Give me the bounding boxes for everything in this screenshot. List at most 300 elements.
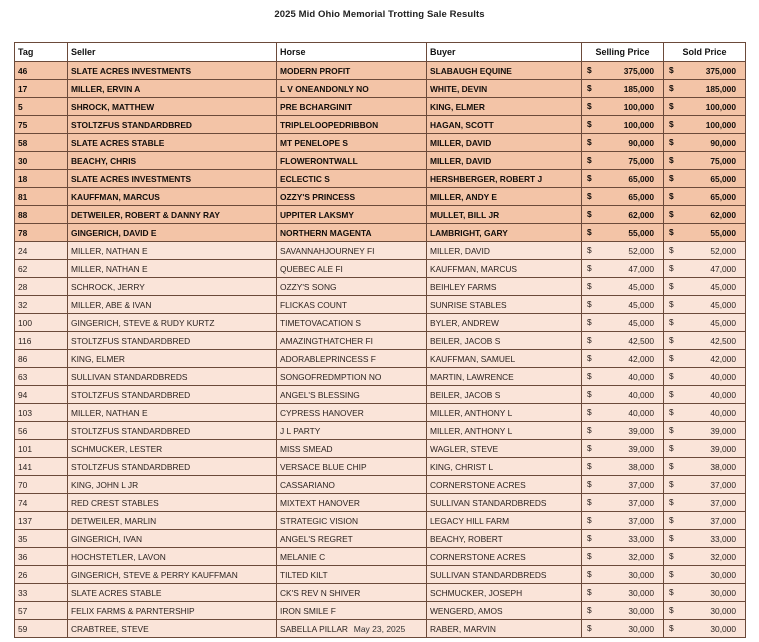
cell-buyer: SCHMUCKER, JOSEPH [427,584,582,602]
cell-sold-price [664,224,746,242]
table-row[interactable] [15,494,746,512]
cell-seller: SLATE ACRES STABLE [68,584,277,602]
cell-selling-price [582,296,664,314]
cell-sold-price [664,386,746,404]
cell-selling-price-amount: 45,000 [628,281,654,292]
cell-sold-price [664,242,746,260]
currency-symbol: $ [587,569,592,579]
cell-seller: RED CREST STABLES [68,494,277,512]
currency-symbol: $ [587,515,592,525]
cell-selling-price [582,566,664,584]
cell-selling-price [582,242,664,260]
cell-seller: STOLTZFUS STANDARDBRED [68,422,277,440]
cell-tag: 33 [15,584,68,602]
cell-tag: 28 [15,278,68,296]
cell-sold-price-amount: 30,000 [710,623,736,634]
cell-selling-price-amount: 39,000 [628,443,654,454]
cell-tag: 116 [15,332,68,350]
column-header-tag[interactable]: Tag [15,43,68,62]
currency-symbol: $ [669,497,674,507]
cell-selling-price-amount: 40,000 [628,407,654,418]
cell-buyer: MILLER, ANTHONY L [427,422,582,440]
cell-selling-price [582,386,664,404]
cell-selling-price-amount: 30,000 [628,587,654,598]
cell-sold-price [664,530,746,548]
cell-sold-price-amount: 55,000 [710,227,736,238]
cell-sold-price [664,602,746,620]
page-title: 2025 Mid Ohio Memorial Trotting Sale Results [274,9,485,20]
cell-buyer: LEGACY HILL FARM [427,512,582,530]
currency-symbol: $ [669,263,674,273]
cell-buyer: KING, CHRIST L [427,458,582,476]
cell-seller: GINGERICH, STEVE & RUDY KURTZ [68,314,277,332]
table-row[interactable] [15,278,746,296]
cell-horse: MELANIE C [277,548,427,566]
currency-symbol: $ [669,119,674,129]
currency-symbol: $ [669,407,674,417]
currency-symbol: $ [587,209,592,219]
currency-symbol: $ [669,425,674,435]
cell-buyer: WHITE, DEVIN [427,80,582,98]
cell-sold-price-amount: 30,000 [710,605,736,616]
table-header-row [15,43,746,62]
cell-tag: 86 [15,350,68,368]
table-row[interactable] [15,296,746,314]
cell-selling-price [582,260,664,278]
cell-seller: FELIX FARMS & PARNTERSHIP [68,602,277,620]
cell-sold-price [664,314,746,332]
currency-symbol: $ [669,299,674,309]
table-row[interactable] [15,332,746,350]
currency-symbol: $ [587,155,592,165]
cell-sold-price [664,422,746,440]
table-row[interactable] [15,368,746,386]
cell-seller: STOLTZFUS STANDARDBRED [68,386,277,404]
cell-selling-price [582,458,664,476]
cell-horse: NORTHERN MAGENTA [277,224,427,242]
cell-buyer: MILLER, ANTHONY L [427,404,582,422]
cell-selling-price-amount: 65,000 [628,173,654,184]
table-row[interactable] [15,386,746,404]
cell-buyer: CORNERSTONE ACRES [427,476,582,494]
table-row[interactable] [15,80,746,98]
cell-tag: 137 [15,512,68,530]
cell-sold-price [664,350,746,368]
cell-sold-price-amount: 100,000 [705,101,736,112]
cell-seller: MILLER, NATHAN E [68,260,277,278]
currency-symbol: $ [669,443,674,453]
cell-buyer: KING, ELMER [427,98,582,116]
table-row[interactable] [15,476,746,494]
cell-selling-price [582,80,664,98]
cell-selling-price [582,134,664,152]
cell-tag: 75 [15,116,68,134]
cell-sold-price-amount: 40,000 [710,371,736,382]
cell-selling-price [582,98,664,116]
cell-horse: VERSACE BLUE CHIP [277,458,427,476]
table-row[interactable] [15,62,746,80]
cell-buyer: BYLER, ANDREW [427,314,582,332]
currency-symbol: $ [587,587,592,597]
cell-horse: CYPRESS HANOVER [277,404,427,422]
currency-symbol: $ [669,389,674,399]
cell-seller: CRABTREE, STEVE [68,620,277,638]
cell-sold-price [664,458,746,476]
cell-seller: KAUFFMAN, MARCUS [68,188,277,206]
cell-seller: KING, JOHN L JR [68,476,277,494]
cell-sold-price-amount: 65,000 [710,173,736,184]
cell-horse: CK'S REV N SHIVER [277,584,427,602]
cell-sold-price [664,134,746,152]
cell-sold-price [664,404,746,422]
currency-symbol: $ [587,371,592,381]
cell-horse: UPPITER LAKSMY [277,206,427,224]
cell-buyer: SUNRISE STABLES [427,296,582,314]
cell-selling-price-amount: 62,000 [628,209,654,220]
cell-selling-price-amount: 100,000 [623,101,654,112]
cell-tag: 58 [15,134,68,152]
currency-symbol: $ [669,623,674,633]
table-row[interactable] [15,404,746,422]
cell-sold-price [664,152,746,170]
cell-tag: 18 [15,170,68,188]
table-row[interactable] [15,134,746,152]
cell-seller: DETWEILER, ROBERT & DANNY RAY [68,206,277,224]
cell-horse: OZZY'S SONG [277,278,427,296]
cell-sold-price [664,116,746,134]
cell-selling-price [582,512,664,530]
currency-symbol: $ [669,173,674,183]
currency-symbol: $ [669,155,674,165]
cell-horse: ANGEL'S REGRET [277,530,427,548]
cell-sold-price-amount: 65,000 [710,191,736,202]
cell-selling-price [582,404,664,422]
currency-symbol: $ [587,335,592,345]
cell-horse: J L PARTY [277,422,427,440]
currency-symbol: $ [669,65,674,75]
cell-buyer: MULLET, BILL JR [427,206,582,224]
currency-symbol: $ [587,353,592,363]
cell-selling-price-amount: 30,000 [628,623,654,634]
column-header-horse[interactable]: Horse [277,43,427,62]
cell-sold-price-amount: 39,000 [710,443,736,454]
cell-horse: QUEBEC ALE FI [277,260,427,278]
cell-seller: GINGERICH, DAVID E [68,224,277,242]
cell-selling-price [582,602,664,620]
cell-sold-price [664,512,746,530]
table-row[interactable] [15,350,746,368]
sale-results-table [14,42,746,638]
table-row[interactable] [15,548,746,566]
currency-symbol: $ [669,281,674,291]
cell-sold-price [664,368,746,386]
cell-buyer: BEILER, JACOB S [427,332,582,350]
currency-symbol: $ [669,137,674,147]
cell-tag: 36 [15,548,68,566]
currency-symbol: $ [587,389,592,399]
cell-seller: SULLIVAN STANDARDBREDS [68,368,277,386]
cell-horse: ECLECTIC S [277,170,427,188]
cell-seller: MILLER, ABE & IVAN [68,296,277,314]
currency-symbol: $ [669,515,674,525]
cell-seller: SCHMUCKER, LESTER [68,440,277,458]
cell-seller: GINGERICH, IVAN [68,530,277,548]
cell-sold-price-amount: 52,000 [710,245,736,256]
currency-symbol: $ [587,551,592,561]
cell-tag: 17 [15,80,68,98]
cell-horse: L V ONEANDONLY NO [277,80,427,98]
cell-buyer: SULLIVAN STANDARDBREDS [427,494,582,512]
table-row[interactable] [15,206,746,224]
cell-sold-price-amount: 42,000 [710,353,736,364]
cell-buyer: MARTIN, LAWRENCE [427,368,582,386]
currency-symbol: $ [587,479,592,489]
cell-selling-price [582,188,664,206]
cell-sold-price [664,170,746,188]
cell-tag: 63 [15,368,68,386]
cell-sold-price-amount: 40,000 [710,407,736,418]
cell-sold-price-amount: 40,000 [710,389,736,400]
currency-symbol: $ [669,245,674,255]
table-row[interactable] [15,188,746,206]
cell-selling-price [582,152,664,170]
currency-symbol: $ [587,137,592,147]
currency-symbol: $ [587,191,592,201]
currency-symbol: $ [587,497,592,507]
cell-selling-price [582,206,664,224]
table-row[interactable] [15,260,746,278]
cell-selling-price [582,278,664,296]
cell-selling-price-amount: 37,000 [628,515,654,526]
column-header-buyer[interactable]: Buyer [427,43,582,62]
cell-selling-price [582,368,664,386]
cell-buyer: SLABAUGH EQUINE [427,62,582,80]
currency-symbol: $ [669,227,674,237]
cell-tag: 59 [15,620,68,638]
table-row[interactable] [15,530,746,548]
cell-tag: 30 [15,152,68,170]
cell-buyer: MILLER, ANDY E [427,188,582,206]
cell-tag: 26 [15,566,68,584]
cell-selling-price-amount: 32,000 [628,551,654,562]
cell-buyer: KAUFFMAN, SAMUEL [427,350,582,368]
column-header-seller[interactable]: Seller [68,43,277,62]
table-row[interactable] [15,242,746,260]
cell-horse: STRATEGIC VISION [277,512,427,530]
cell-buyer: HAGAN, SCOTT [427,116,582,134]
currency-symbol: $ [587,227,592,237]
cell-sold-price-amount: 32,000 [710,551,736,562]
table-row[interactable] [15,152,746,170]
cell-sold-price [664,566,746,584]
cell-selling-price-amount: 45,000 [628,299,654,310]
column-header-sold-price[interactable]: Sold Price [664,43,746,62]
cell-horse: SABELLA PILLAR [277,620,427,638]
cell-sold-price-amount: 39,000 [710,425,736,436]
currency-symbol: $ [669,605,674,615]
cell-seller: STOLTZFUS STANDARDBRED [68,458,277,476]
currency-symbol: $ [669,335,674,345]
cell-seller: SCHROCK, JERRY [68,278,277,296]
cell-sold-price [664,62,746,80]
cell-sold-price-amount: 62,000 [710,209,736,220]
cell-horse: TRIPLELOOPEDRIBBON [277,116,427,134]
cell-selling-price-amount: 39,000 [628,425,654,436]
cell-sold-price-amount: 90,000 [710,137,736,148]
cell-tag: 94 [15,386,68,404]
cell-horse: MT PENELOPE S [277,134,427,152]
cell-selling-price-amount: 55,000 [628,227,654,238]
table-row[interactable] [15,584,746,602]
cell-seller: SLATE ACRES STABLE [68,134,277,152]
cell-sold-price-amount: 37,000 [710,479,736,490]
cell-selling-price [582,440,664,458]
cell-tag: 101 [15,440,68,458]
cell-buyer: KAUFFMAN, MARCUS [427,260,582,278]
cell-tag: 24 [15,242,68,260]
cell-tag: 78 [15,224,68,242]
cell-selling-price-amount: 33,000 [628,533,654,544]
cell-selling-price-amount: 75,000 [628,155,654,166]
table-row[interactable] [15,512,746,530]
cell-horse: ANGEL'S BLESSING [277,386,427,404]
table-row[interactable] [15,566,746,584]
cell-selling-price-amount: 100,000 [623,119,654,130]
currency-symbol: $ [587,425,592,435]
cell-selling-price-amount: 37,000 [628,479,654,490]
cell-selling-price [582,224,664,242]
currency-symbol: $ [669,551,674,561]
table-row[interactable] [15,314,746,332]
cell-seller: STOLTZFUS STANDARDBRED [68,332,277,350]
cell-seller: MILLER, ERVIN A [68,80,277,98]
currency-symbol: $ [587,299,592,309]
cell-seller: MILLER, NATHAN E [68,404,277,422]
cell-selling-price-amount: 45,000 [628,317,654,328]
cell-selling-price-amount: 38,000 [628,461,654,472]
cell-selling-price-amount: 90,000 [628,137,654,148]
table-body [15,62,746,638]
cell-selling-price [582,116,664,134]
cell-horse: AMAZINGTHATCHER FI [277,332,427,350]
currency-symbol: $ [587,245,592,255]
cell-horse: OZZY'S PRINCESS [277,188,427,206]
currency-symbol: $ [669,569,674,579]
cell-seller: GINGERICH, STEVE & PERRY KAUFFMAN [68,566,277,584]
cell-seller: HOCHSTETLER, LAVON [68,548,277,566]
cell-tag: 100 [15,314,68,332]
cell-sold-price [664,278,746,296]
table-row[interactable] [15,170,746,188]
cell-selling-price [582,332,664,350]
cell-sold-price-amount: 185,000 [705,83,736,94]
cell-tag: 5 [15,98,68,116]
currency-symbol: $ [669,191,674,201]
cell-buyer: SULLIVAN STANDARDBREDS [427,566,582,584]
currency-symbol: $ [669,533,674,543]
cell-seller: BEACHY, CHRIS [68,152,277,170]
currency-symbol: $ [587,173,592,183]
currency-symbol: $ [587,461,592,471]
cell-seller: STOLTZFUS STANDARDBRED [68,116,277,134]
column-header-selling-price[interactable]: Selling Price [582,43,664,62]
cell-sold-price [664,440,746,458]
cell-sold-price [664,584,746,602]
cell-sold-price [664,494,746,512]
currency-symbol: $ [587,623,592,633]
cell-buyer: LAMBRIGHT, GARY [427,224,582,242]
cell-sold-price-amount: 45,000 [710,299,736,310]
cell-horse: TIMETOVACATION S [277,314,427,332]
cell-selling-price-amount: 30,000 [628,569,654,580]
cell-selling-price [582,476,664,494]
cell-selling-price [582,530,664,548]
cell-seller: MILLER, NATHAN E [68,242,277,260]
currency-symbol: $ [587,281,592,291]
cell-selling-price [582,548,664,566]
cell-selling-price-amount: 375,000 [623,65,654,76]
cell-horse: SAVANNAHJOURNEY FI [277,242,427,260]
cell-selling-price-amount: 40,000 [628,389,654,400]
cell-selling-price [582,584,664,602]
table-row[interactable] [15,422,746,440]
cell-horse: FLOWERONTWALL [277,152,427,170]
cell-sold-price [664,260,746,278]
cell-selling-price [582,314,664,332]
cell-sold-price-amount: 100,000 [705,119,736,130]
currency-symbol: $ [587,443,592,453]
cell-sold-price [664,476,746,494]
cell-tag: 62 [15,260,68,278]
cell-horse: MIXTEXT HANOVER [277,494,427,512]
currency-symbol: $ [587,605,592,615]
cell-buyer: MILLER, DAVID [427,152,582,170]
cell-selling-price-amount: 47,000 [628,263,654,274]
cell-horse: IRON SMILE F [277,602,427,620]
currency-symbol: $ [669,83,674,93]
cell-sold-price [664,332,746,350]
table-row[interactable] [15,458,746,476]
cell-tag: 88 [15,206,68,224]
cell-buyer: WAGLER, STEVE [427,440,582,458]
cell-sold-price-amount: 33,000 [710,533,736,544]
cell-sold-price [664,80,746,98]
currency-symbol: $ [669,461,674,471]
cell-sold-price [664,98,746,116]
cell-buyer: CORNERSTONE ACRES [427,548,582,566]
table-row[interactable] [15,440,746,458]
cell-sold-price-amount: 45,000 [710,281,736,292]
currency-symbol: $ [669,101,674,111]
cell-sold-price-amount: 30,000 [710,587,736,598]
currency-symbol: $ [669,479,674,489]
cell-buyer: HERSHBERGER, ROBERT J [427,170,582,188]
cell-selling-price-amount: 52,000 [628,245,654,256]
cell-selling-price-amount: 65,000 [628,191,654,202]
cell-horse: PRE BCHARGINIT [277,98,427,116]
table-row[interactable] [15,602,746,620]
table-row[interactable] [15,116,746,134]
cell-buyer: BEILER, JACOB S [427,386,582,404]
cell-sold-price [664,296,746,314]
cell-sold-price [664,548,746,566]
cell-horse: CASSARIANO [277,476,427,494]
cell-buyer: MILLER, DAVID [427,134,582,152]
cell-seller: SHROCK, MATTHEW [68,98,277,116]
cell-sold-price [664,206,746,224]
table-row[interactable] [15,98,746,116]
table-row[interactable] [15,224,746,242]
